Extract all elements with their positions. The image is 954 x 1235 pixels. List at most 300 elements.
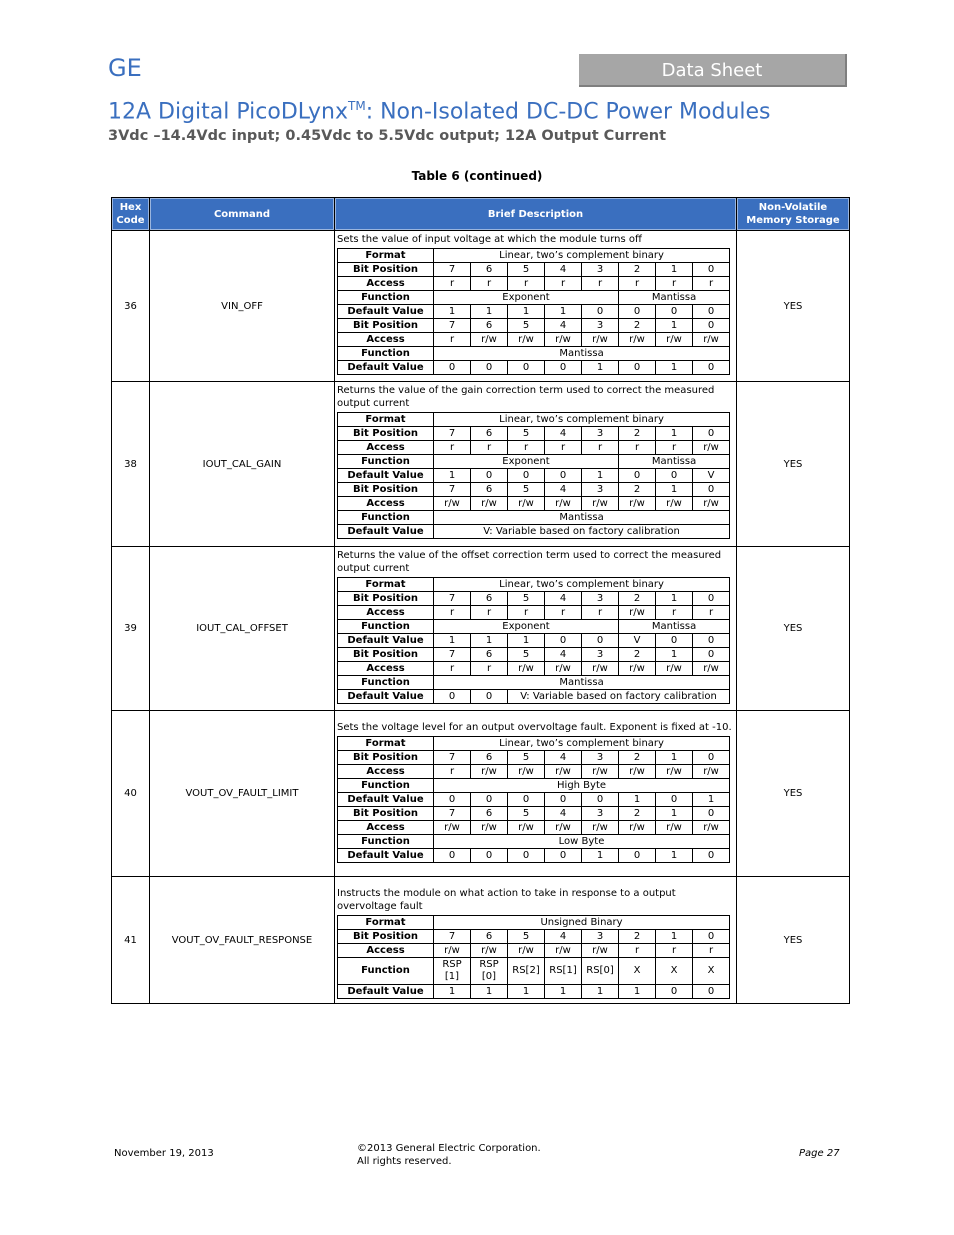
register-field-value: r/w [582, 333, 619, 347]
register-row [338, 592, 730, 606]
register-field-value: 1 [619, 793, 656, 807]
register-field-value: 4 [545, 648, 582, 662]
register-field-value: 1 [471, 634, 508, 648]
register-field-value: 6 [471, 751, 508, 765]
non-volatile-cell: YES [737, 547, 850, 711]
register-field-value: r [508, 606, 545, 620]
register-field-value: RS[1] [545, 958, 582, 985]
register-row [338, 648, 730, 662]
register-field-value: 1 [656, 751, 693, 765]
header-non-volatile: Non-Volatile Memory Storage [737, 198, 850, 231]
register-field-label: Bit Position [338, 319, 434, 333]
register-field-value: Linear, two’s complement binary [434, 413, 730, 427]
register-field-value: 0 [693, 807, 730, 821]
register-field-value: Low Byte [434, 835, 730, 849]
non-volatile-cell: YES [737, 711, 850, 877]
register-row [338, 413, 730, 427]
footer-page-number: Page 27 [799, 1148, 840, 1159]
register-field-value: 0 [508, 793, 545, 807]
register-field-value: 1 [582, 849, 619, 863]
table-row [112, 382, 850, 547]
register-row [338, 441, 730, 455]
register-field-value: Mantissa [619, 620, 730, 634]
register-field-value: r [693, 944, 730, 958]
register-field-value: 0 [656, 469, 693, 483]
register-row [338, 525, 730, 539]
register-field-value: 4 [545, 751, 582, 765]
description-text: Instructs the module on what action to take in response to a output overvoltage fault [337, 888, 676, 912]
register-field-label: Default Value [338, 469, 434, 483]
register-field-value: 1 [656, 592, 693, 606]
data-sheet-label: Data Sheet [661, 60, 763, 81]
register-field-value: 7 [434, 930, 471, 944]
register-field-value: r [545, 606, 582, 620]
register-field-value: 6 [471, 807, 508, 821]
register-field-value: r [656, 944, 693, 958]
register-field-value: V: Variable based on factory calibration [508, 690, 730, 704]
register-row [338, 835, 730, 849]
data-sheet-banner [579, 54, 847, 87]
register-field-label: Access [338, 662, 434, 676]
register-field-value: 1 [508, 634, 545, 648]
table-row [112, 547, 850, 711]
register-field-label: Bit Position [338, 648, 434, 662]
register-field-label: Bit Position [338, 483, 434, 497]
register-field-value: r/w [471, 944, 508, 958]
register-field-value: 0 [471, 469, 508, 483]
register-field-value: 1 [582, 985, 619, 999]
register-field-value: 1 [656, 263, 693, 277]
register-row [338, 751, 730, 765]
register-row [338, 469, 730, 483]
register-field-label: Format [338, 737, 434, 751]
register-field-value: 0 [693, 648, 730, 662]
command-table [111, 197, 850, 1004]
register-field-value: r/w [508, 497, 545, 511]
register-field-value: r [434, 277, 471, 291]
register-field-label: Bit Position [338, 592, 434, 606]
register-field-value: 1 [656, 648, 693, 662]
hex-code-cell: 39 [112, 547, 150, 711]
register-field-value: r [619, 277, 656, 291]
register-row [338, 427, 730, 441]
register-field-value: 2 [619, 263, 656, 277]
register-bit-table [337, 412, 730, 539]
register-row [338, 249, 730, 263]
register-field-value: 0 [434, 849, 471, 863]
description-cell [335, 877, 737, 1004]
register-field-value: 3 [582, 592, 619, 606]
register-field-value: r [582, 277, 619, 291]
register-field-label: Function [338, 958, 434, 985]
register-field-value: 4 [545, 319, 582, 333]
register-field-value: r/w [508, 765, 545, 779]
register-row [338, 807, 730, 821]
register-field-value: 0 [471, 361, 508, 375]
register-field-value: 3 [582, 427, 619, 441]
register-row [338, 985, 730, 999]
register-field-value: 0 [508, 849, 545, 863]
register-field-label: Function [338, 835, 434, 849]
register-field-label: Default Value [338, 690, 434, 704]
register-field-value: 0 [619, 361, 656, 375]
register-field-value: r [508, 277, 545, 291]
register-field-value: Mantissa [619, 291, 730, 305]
register-field-value: X [656, 958, 693, 985]
register-field-value: 6 [471, 263, 508, 277]
title-trademark: TM [348, 99, 366, 113]
register-field-value: 2 [619, 319, 656, 333]
register-field-value: r [434, 441, 471, 455]
title-rest: : Non-Isolated DC-DC Power Modules [365, 99, 771, 125]
register-field-value: Mantissa [434, 511, 730, 525]
register-field-value: Mantissa [619, 455, 730, 469]
register-field-value: 0 [693, 985, 730, 999]
register-field-value: 1 [471, 985, 508, 999]
register-field-value: 0 [545, 361, 582, 375]
register-row [338, 497, 730, 511]
register-field-value: 4 [545, 263, 582, 277]
register-field-value: 7 [434, 648, 471, 662]
register-field-value: r/w [545, 333, 582, 347]
register-field-value: r/w [619, 662, 656, 676]
register-field-value: r/w [508, 662, 545, 676]
register-field-value: 0 [471, 793, 508, 807]
register-field-value: 7 [434, 807, 471, 821]
register-field-value: 0 [656, 634, 693, 648]
register-field-value: 0 [619, 305, 656, 319]
register-field-value: RS[0] [582, 958, 619, 985]
register-field-value: Mantissa [434, 347, 730, 361]
register-field-value: Exponent [434, 620, 619, 634]
register-field-value: r/w [693, 333, 730, 347]
register-field-value: 3 [582, 263, 619, 277]
register-field-value: 5 [508, 930, 545, 944]
register-field-value: r/w [582, 821, 619, 835]
table-row [112, 231, 850, 382]
register-field-label: Bit Position [338, 807, 434, 821]
register-row [338, 916, 730, 930]
register-field-value: Unsigned Binary [434, 916, 730, 930]
register-field-value: r [693, 606, 730, 620]
register-field-value: r [434, 765, 471, 779]
register-field-value: 1 [656, 807, 693, 821]
register-row [338, 944, 730, 958]
register-field-value: 0 [434, 361, 471, 375]
register-field-value: V: Variable based on factory calibration [434, 525, 730, 539]
register-row [338, 291, 730, 305]
page-subtitle: 3Vdc –14.4Vdc input; 0.45Vdc to 5.5Vdc output; 12A Output Current [108, 128, 667, 144]
register-field-value: 0 [656, 793, 693, 807]
register-field-value: 5 [508, 263, 545, 277]
register-field-value: r/w [619, 821, 656, 835]
register-row [338, 347, 730, 361]
table-caption: Table 6 (continued) [411, 169, 543, 183]
register-field-value: 0 [545, 469, 582, 483]
register-field-value: r [434, 606, 471, 620]
register-field-value: 3 [582, 483, 619, 497]
register-field-value: 2 [619, 427, 656, 441]
register-row [338, 821, 730, 835]
command-cell: VOUT_OV_FAULT_LIMIT [150, 711, 335, 877]
register-row [338, 737, 730, 751]
register-field-value: V [619, 634, 656, 648]
description-cell [335, 231, 737, 382]
register-field-value: r [434, 333, 471, 347]
register-field-value: r/w [471, 765, 508, 779]
register-field-value: RS[2] [508, 958, 545, 985]
register-field-label: Default Value [338, 525, 434, 539]
register-row [338, 779, 730, 793]
register-field-value: 5 [508, 648, 545, 662]
register-field-value: 1 [508, 305, 545, 319]
register-field-value: r [471, 662, 508, 676]
register-field-value: r/w [471, 497, 508, 511]
register-field-label: Format [338, 916, 434, 930]
register-field-value: 1 [582, 361, 619, 375]
register-bit-table [337, 577, 730, 704]
register-field-value: r [582, 441, 619, 455]
register-field-value: 3 [582, 648, 619, 662]
description-text: Sets the value of input voltage at which the module turns off [337, 234, 642, 245]
register-field-value: 0 [582, 305, 619, 319]
register-field-label: Function [338, 511, 434, 525]
register-field-value: 1 [656, 930, 693, 944]
register-field-label: Access [338, 333, 434, 347]
register-field-label: Access [338, 821, 434, 835]
register-field-value: r/w [656, 821, 693, 835]
register-field-value: 1 [656, 427, 693, 441]
register-field-value: r/w [693, 662, 730, 676]
register-field-value: r/w [471, 333, 508, 347]
register-field-label: Function [338, 455, 434, 469]
hex-code-cell: 36 [112, 231, 150, 382]
register-field-value: r [656, 277, 693, 291]
register-field-value: 0 [582, 634, 619, 648]
description-cell [335, 547, 737, 711]
register-field-value: r/w [434, 944, 471, 958]
register-field-label: Bit Position [338, 263, 434, 277]
register-field-value: 1 [545, 305, 582, 319]
register-row [338, 690, 730, 704]
register-row [338, 620, 730, 634]
register-field-value: 4 [545, 930, 582, 944]
register-field-label: Default Value [338, 849, 434, 863]
register-row [338, 849, 730, 863]
register-field-value: r/w [582, 944, 619, 958]
register-field-value: 0 [693, 427, 730, 441]
register-field-value: 5 [508, 483, 545, 497]
register-field-label: Default Value [338, 305, 434, 319]
non-volatile-cell: YES [737, 382, 850, 547]
register-field-value: 6 [471, 592, 508, 606]
non-volatile-cell: YES [737, 231, 850, 382]
footer-copyright [357, 1142, 541, 1168]
register-row [338, 263, 730, 277]
register-field-value: 5 [508, 807, 545, 821]
ge-logo: GE [108, 54, 142, 82]
register-field-value: Exponent [434, 291, 619, 305]
register-field-value: 5 [508, 427, 545, 441]
register-field-value: 4 [545, 807, 582, 821]
register-field-value: r/w [545, 497, 582, 511]
register-field-value: 6 [471, 427, 508, 441]
copyright-line-1: ©2013 General Electric Corporation. [357, 1143, 541, 1154]
register-field-value: 2 [619, 592, 656, 606]
register-field-value: RSP [1] [434, 958, 471, 985]
register-field-value: r/w [508, 821, 545, 835]
register-row [338, 676, 730, 690]
register-field-value: 0 [582, 793, 619, 807]
register-field-value: High Byte [434, 779, 730, 793]
register-field-value: Linear, two’s complement binary [434, 249, 730, 263]
header-command: Command [150, 198, 335, 231]
register-bit-table [337, 248, 730, 375]
register-field-label: Function [338, 347, 434, 361]
table-row [112, 877, 850, 1004]
table-header-row [112, 198, 850, 231]
register-field-value: r/w [582, 497, 619, 511]
register-field-value: r/w [545, 662, 582, 676]
register-row [338, 333, 730, 347]
register-field-value: Linear, two’s complement binary [434, 578, 730, 592]
register-row [338, 511, 730, 525]
register-field-value: r/w [545, 821, 582, 835]
register-field-value: r/w [693, 497, 730, 511]
header-hex-code: Hex Code [112, 198, 150, 231]
register-row [338, 277, 730, 291]
register-field-label: Access [338, 497, 434, 511]
register-field-value: 0 [656, 985, 693, 999]
description-text: Returns the value of the offset correction term used to correct the measured output current [337, 550, 722, 574]
description-cell [335, 711, 737, 877]
register-field-value: 4 [545, 427, 582, 441]
register-field-value: 3 [582, 319, 619, 333]
register-field-value: 7 [434, 427, 471, 441]
register-field-value: 6 [471, 648, 508, 662]
register-field-value: r [508, 441, 545, 455]
register-field-label: Default Value [338, 985, 434, 999]
register-row [338, 662, 730, 676]
register-field-value: 1 [656, 361, 693, 375]
hex-code-cell: 41 [112, 877, 150, 1004]
register-field-value: 0 [693, 263, 730, 277]
register-field-value: 1 [434, 634, 471, 648]
register-field-value: 7 [434, 263, 471, 277]
register-field-value: r [471, 441, 508, 455]
register-field-value: r/w [545, 944, 582, 958]
register-field-value: 5 [508, 592, 545, 606]
register-field-label: Function [338, 620, 434, 634]
register-field-value: X [693, 958, 730, 985]
register-field-value: 6 [471, 930, 508, 944]
register-field-value: r [471, 277, 508, 291]
non-volatile-cell: YES [737, 877, 850, 1004]
register-bit-table [337, 736, 730, 863]
register-field-value: r [619, 944, 656, 958]
register-field-value: r/w [582, 662, 619, 676]
register-field-value: r/w [434, 497, 471, 511]
register-field-value: 0 [545, 793, 582, 807]
register-field-value: 7 [434, 319, 471, 333]
register-field-label: Access [338, 441, 434, 455]
register-field-value: r/w [693, 441, 730, 455]
table-body [112, 231, 850, 1004]
register-field-label: Format [338, 578, 434, 592]
register-field-value: r [619, 441, 656, 455]
register-field-value: 1 [656, 319, 693, 333]
register-field-value: r/w [471, 821, 508, 835]
command-cell: IOUT_CAL_OFFSET [150, 547, 335, 711]
command-cell: IOUT_CAL_GAIN [150, 382, 335, 547]
register-row [338, 606, 730, 620]
register-field-value: 5 [508, 319, 545, 333]
register-field-label: Access [338, 944, 434, 958]
register-field-value: 1 [582, 469, 619, 483]
register-row [338, 634, 730, 648]
register-field-label: Bit Position [338, 427, 434, 441]
register-field-value: r [471, 606, 508, 620]
register-field-label: Default Value [338, 634, 434, 648]
command-cell: VOUT_OV_FAULT_RESPONSE [150, 877, 335, 1004]
register-field-value: 0 [693, 849, 730, 863]
register-field-value: 0 [434, 690, 471, 704]
register-field-value: 0 [508, 469, 545, 483]
register-field-value: 0 [693, 634, 730, 648]
register-field-value: r/w [619, 765, 656, 779]
register-field-label: Access [338, 277, 434, 291]
command-cell: VIN_OFF [150, 231, 335, 382]
register-field-value: r/w [434, 821, 471, 835]
register-field-value: 0 [693, 361, 730, 375]
register-field-value: 0 [693, 751, 730, 765]
register-field-value: 7 [434, 592, 471, 606]
register-row [338, 361, 730, 375]
register-row [338, 578, 730, 592]
register-field-value: 1 [656, 849, 693, 863]
register-field-value: 4 [545, 483, 582, 497]
register-field-value: 0 [471, 690, 508, 704]
register-field-value: RSP [0] [471, 958, 508, 985]
register-field-value: r/w [693, 765, 730, 779]
register-field-value: r/w [656, 765, 693, 779]
description-text: Returns the value of the gain correction term used to correct the measured output current [337, 385, 715, 409]
register-field-label: Function [338, 291, 434, 305]
register-field-value: X [619, 958, 656, 985]
title-main: 12A Digital PicoDLynx [108, 99, 348, 125]
register-field-value: V [693, 469, 730, 483]
copyright-line-2: All rights reserved. [357, 1156, 452, 1167]
register-field-value: 0 [508, 361, 545, 375]
register-field-value: 0 [693, 305, 730, 319]
register-field-value: r/w [619, 497, 656, 511]
register-field-value: r [545, 441, 582, 455]
register-row [338, 305, 730, 319]
page-title [108, 99, 771, 124]
register-field-value: r/w [619, 333, 656, 347]
register-row [338, 765, 730, 779]
register-bit-table [337, 915, 730, 999]
register-field-value: r/w [582, 765, 619, 779]
register-field-value: 5 [508, 751, 545, 765]
register-field-value: 0 [545, 634, 582, 648]
register-field-value: 1 [545, 985, 582, 999]
register-field-value: 1 [508, 985, 545, 999]
register-field-value: r/w [508, 944, 545, 958]
register-field-value: r [434, 662, 471, 676]
register-field-value: r [545, 277, 582, 291]
register-field-value: 0 [619, 469, 656, 483]
